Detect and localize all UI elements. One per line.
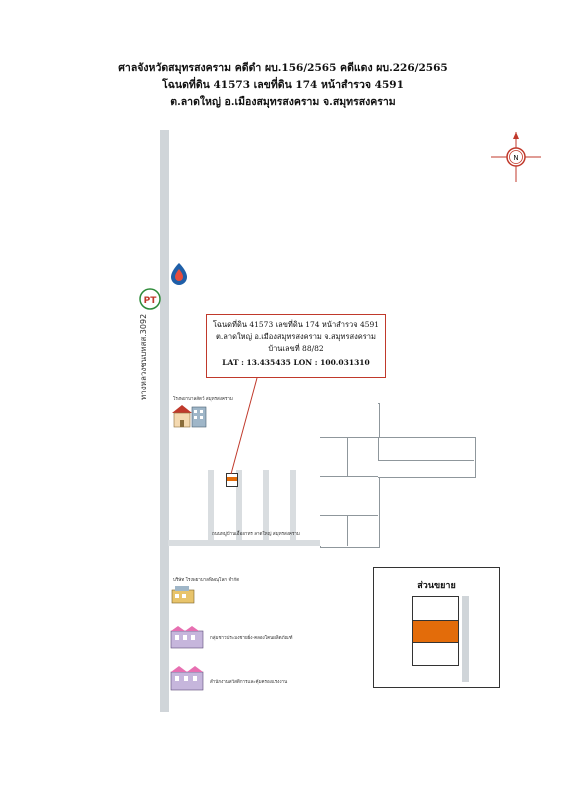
inset-target-plot[interactable]: [412, 620, 459, 643]
main-road-label: ทางหลวงชนบทสส.3092: [139, 313, 148, 400]
company-label: บริษัท โรงพยาบาลพิษณุโลก จำกัด: [173, 578, 240, 583]
company-building-icon: [171, 584, 197, 604]
inset-road: [462, 596, 469, 682]
callout-line-3: บ้านเลขที่ 88/82: [268, 344, 324, 353]
target-plot[interactable]: [227, 477, 237, 481]
inset-title: ส่วนขยาย: [417, 581, 456, 591]
header-line-2: โฉนดที่ดิน 41573 เลขที่ดิน 174 หน้าสำรวจ 4591: [162, 79, 404, 91]
fuel-station-icon: [168, 262, 190, 286]
pt-logo-icon: [139, 288, 161, 310]
callout-pointer: [225, 376, 265, 476]
callout-coordinates: LAT : 13.435435 LON : 100.031310: [222, 358, 370, 367]
compass-icon: [491, 130, 541, 184]
hospital-label: โรงพยาบาลสัตว์ สมุทรสงคราม: [173, 397, 233, 402]
pt-logo-text: PT: [143, 296, 157, 306]
office-label: สำนักงานสวัสดิการและคุ้มครองแรงงาน: [210, 680, 288, 685]
main-road: [160, 130, 169, 712]
access-road-label: ถนนหมู่บ้านเอื้ออาทร ลาดใหญ่ สมุทรสงคราม: [212, 532, 300, 537]
callout-line-2: ต.ลาดใหญ่ อ.เมืองสมุทรสงคราม จ.สมุทรสงคราม: [216, 332, 376, 341]
map-header: [0, 60, 566, 111]
inset-enlargement: [373, 567, 500, 688]
office-building-icon: [170, 665, 204, 691]
block-row-2: [320, 476, 378, 516]
callout-line-1: โฉนดที่ดิน 41573 เลขที่ดิน 174 หน้าสำรวจ 4591: [212, 320, 380, 329]
block-extension-divider: [378, 460, 474, 477]
factory-label: กลุ่มชาวประมงชายฝั่ง-คลองโคนผลิตภัณฑ์: [210, 636, 293, 641]
compass-label: N: [513, 154, 519, 162]
property-callout: [206, 314, 386, 378]
header-line-3: ต.ลาดใหญ่ อ.เมืองสมุทรสงคราม จ.สมุทรสงคราม: [170, 96, 396, 108]
header-line-1: ศาลจังหวัดสมุทรสงคราม คดีดำ ผบ.156/2565 คดีแดง ผบ.226/2565: [118, 62, 448, 74]
hospital-building-icon: [170, 403, 208, 429]
block-row-1: [320, 403, 378, 438]
factory-building-icon: [170, 625, 204, 649]
